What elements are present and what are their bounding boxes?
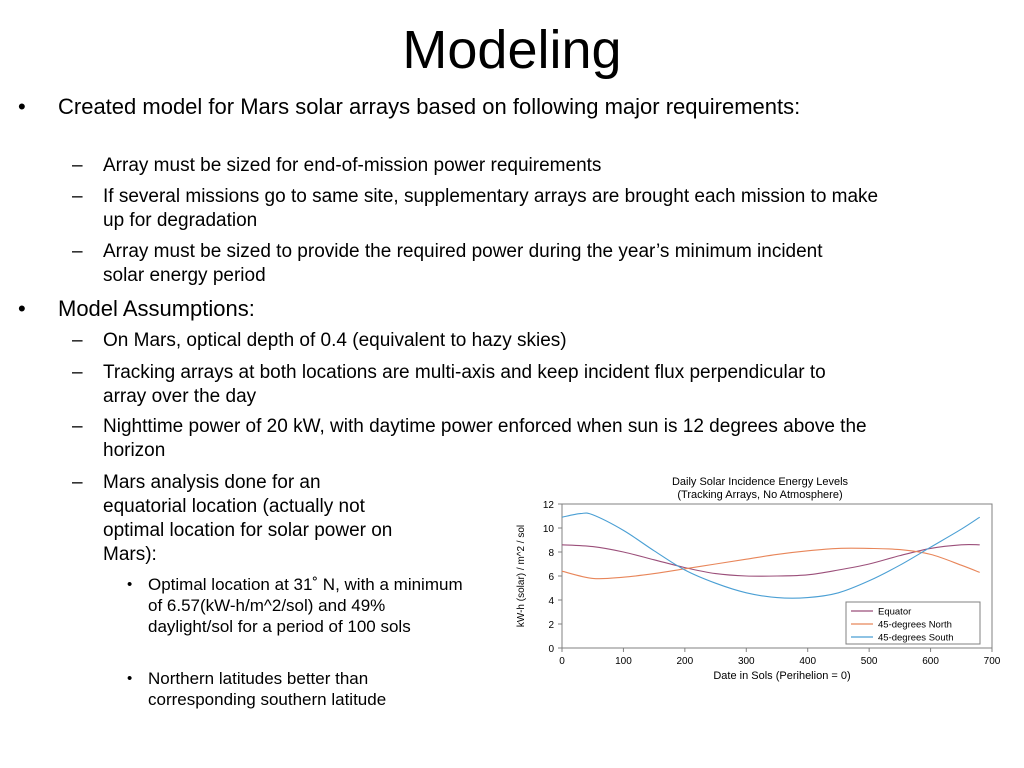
bullet-1-text: Created model for Mars solar arrays based on following major requirements:	[58, 94, 801, 119]
x-tick-label: 500	[860, 656, 878, 667]
x-tick-label: 700	[983, 656, 1001, 667]
sub-sub-bullet-2: Northern latitudes better than corresponding southern latitude	[148, 669, 387, 709]
y-tick-label: 4	[548, 596, 554, 607]
y-axis-label: kW-h (solar) / m^2 / sol	[516, 524, 527, 628]
bullet-1-marker: •	[18, 94, 26, 119]
bullet-2-marker: •	[18, 296, 26, 321]
sub-bullet-marker: –	[72, 472, 83, 493]
sub-bullet-marker: –	[72, 241, 83, 262]
sub-bullet-marker: –	[72, 330, 83, 351]
x-tick-label: 400	[799, 656, 817, 667]
y-tick-label: 6	[548, 572, 554, 583]
slide-title: Modeling	[402, 20, 622, 80]
x-tick-label: 100	[615, 656, 632, 667]
chart-legend	[846, 602, 980, 644]
bullet-2-text: Model Assumptions:	[58, 296, 255, 321]
series-line-1	[562, 545, 980, 577]
sub-sub-bullet-1: Optimal location at 31˚ N, with a minimum of 6.57(kW-h/m^2/sol) and 49% daylight/sol for a period of 100 sols	[148, 575, 463, 636]
y-tick-label: 2	[548, 620, 554, 631]
sub-bullet-1-1: Array must be sized for end-of-mission power requirements	[103, 155, 602, 176]
sub-bullet-1-3: Array must be sized to provide the required power during the year’s minimum incident solar energy period	[103, 241, 823, 286]
x-tick-label: 0	[559, 656, 565, 667]
solar-incidence-chart	[490, 470, 1020, 690]
sub-bullet-marker: –	[72, 362, 83, 383]
x-axis-label: Date in Sols (Perihelion = 0)	[713, 670, 851, 682]
y-tick-label: 8	[548, 548, 554, 559]
x-tick-label: 600	[922, 656, 939, 667]
sub-bullet-marker: –	[72, 416, 83, 437]
chart-title: Daily Solar Incidence Energy Levels	[671, 476, 849, 488]
sub-sub-bullet-marker: •	[127, 576, 133, 593]
sub-bullet-marker: –	[72, 155, 83, 176]
sub-bullet-2-2: Tracking arrays at both locations are multi-axis and keep incident flux perpendicular to array over the day	[103, 362, 826, 407]
sub-bullet-2-4: Mars analysis done for an equatorial location (actually not optimal location for solar power on Mars):	[103, 472, 393, 565]
x-tick-label: 300	[737, 656, 755, 667]
sub-bullet-2-1: On Mars, optical depth of 0.4 (equivalent to hazy skies)	[103, 330, 567, 351]
chart-subtitle: (Tracking Arrays, No Atmosphere)	[677, 489, 843, 501]
sub-bullet-1-2: If several missions go to same site, supplementary arrays are brought each mission to make up for degradation	[103, 186, 879, 231]
y-tick-label: 12	[542, 500, 554, 511]
sub-sub-bullet-marker: •	[127, 670, 133, 687]
y-tick-label: 0	[548, 644, 554, 655]
sub-bullet-2-3: Nighttime power of 20 kW, with daytime power enforced when sun is 12 degrees above the horizon	[103, 416, 867, 461]
legend-label: 45-degrees North	[878, 619, 952, 631]
legend-label: 45-degrees South	[878, 632, 954, 644]
y-tick-label: 10	[542, 524, 554, 535]
sub-bullet-marker: –	[72, 186, 83, 207]
x-tick-label: 200	[676, 656, 694, 667]
legend-label: Equator	[878, 606, 912, 618]
